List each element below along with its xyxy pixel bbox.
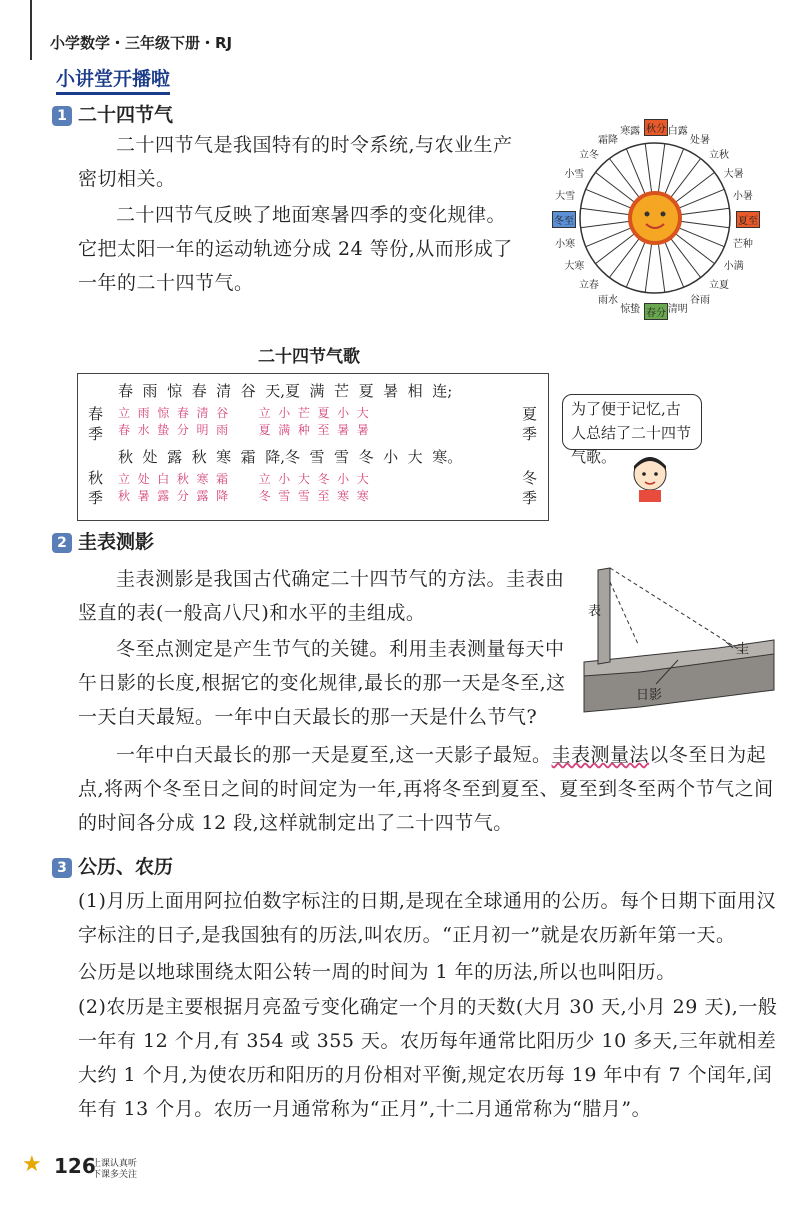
footer-star-icon: ★ xyxy=(22,1152,42,1177)
solar-term-label: 立冬 xyxy=(578,149,599,161)
solar-term-label: 霜降 xyxy=(598,135,618,147)
section-2-heading xyxy=(52,527,154,554)
label-gui: 圭 xyxy=(736,642,750,657)
guibiao-paragraph-3 xyxy=(78,738,778,840)
solar-terms-diagram xyxy=(540,110,780,330)
song-line-2-bottom-terms: 秋 暑 露 分 露 降 冬 雪 雪 至 寒 寒 xyxy=(118,489,369,503)
guibiao-paragraph-1: 圭表测影是我国古代确定二十四节气的方法。圭表由竖直的表(一般高八尺)和水平的圭组成。 xyxy=(78,568,565,624)
solar-term-label: 芒种 xyxy=(732,238,753,250)
solar-term-label: 小雪 xyxy=(564,169,585,180)
header-rule xyxy=(30,0,32,60)
calendar-paragraph-3: (2)农历是主要根据月亮盈亏变化确定一个月的天数(大月 30 天,小月 29 天),一般一年有 12 个月,有 354 或 355 天。农历每年通常比阳历少 10 多天,三年就相差大约 1 个月,为使农历和阳历的月份相对平衡,规定农历每 19 年中有 7 个闰年,闰年有 13 个月。农历一月通常称为“正月”,十二月通常称为“腊月”。 xyxy=(78,996,778,1120)
intro-paragraph-1: 二十四节气是我国特有的时令系统,与农业生产密切相关。 xyxy=(78,134,513,190)
solar-term-label: 春分 xyxy=(644,303,668,320)
calendar-paragraph-2: 公历是以地球围绕太阳公转一周的时间为 1 年的历法,所以也叫阳历。 xyxy=(78,961,676,983)
solar-term-label: 立夏 xyxy=(709,280,730,292)
header-title: 小学数学・三年级下册・RJ xyxy=(50,34,233,52)
solar-term-label: 处暑 xyxy=(690,135,710,147)
section-1-heading xyxy=(52,100,173,127)
section-1-number: 1 xyxy=(52,106,72,126)
footer-slogan-top: 上课认真听 xyxy=(92,1159,138,1169)
solar-term-label: 秋分 xyxy=(644,119,668,136)
section-2-title: 圭表测影 xyxy=(78,531,155,553)
solar-term-label: 小寒 xyxy=(555,238,576,250)
song-box xyxy=(77,373,549,521)
solar-term-label: 冬至 xyxy=(552,211,576,228)
solar-term-label: 大寒 xyxy=(564,261,585,272)
section-1-title: 二十四节气 xyxy=(78,104,174,126)
song-right-top-season: 夏季 xyxy=(522,405,538,443)
section-3-heading xyxy=(52,852,173,879)
label-biao: 表 xyxy=(588,604,602,619)
child-illustration xyxy=(625,452,675,502)
intro-paragraph-2: 二十四节气反映了地面寒暑四季的变化规律。它把太阳一年的运动轨迹分成 24 等份,从而形成了一年的二十四节气。 xyxy=(78,204,513,294)
section-3-number: 3 xyxy=(52,858,72,878)
guibiao-method-term: 圭表测量法 xyxy=(551,744,650,766)
calendar-paragraph-1: (1)月历上面用阿拉伯数字标注的日期,是现在全球通用的公历。每个日期下面用汉字标注的日子,是我国独有的历法,叫农历。“正月初一”就是农历新年第一天。 xyxy=(78,890,776,946)
song-line-1-bottom-terms: 春 水 蛰 分 明 雨 夏 满 种 至 暑 暑 xyxy=(118,423,369,437)
solar-term-label: 小暑 xyxy=(732,191,753,203)
solar-term-label: 大暑 xyxy=(723,169,744,180)
song-line-1-top-terms: 立 雨 惊 春 清 谷 立 小 芒 夏 小 大 xyxy=(118,406,369,420)
guibiao-paragraph-3-b: 以冬至日为起点,将两个冬至日之间的时间定为一年,再将冬至到夏至、夏至到冬至两个节气之间的时间各分成 12 段,这样就制定出了二十四节气。 xyxy=(78,744,774,834)
solar-term-label: 谷雨 xyxy=(690,294,710,306)
song-left-top-season: 春季 xyxy=(88,405,104,443)
guibiao-paragraph-2: 冬至点测定是产生节气的关键。利用圭表测量每天中午日影的长度,根据它的变化规律,最长的那一天是冬至,这一天白天最短。一年中白天最长的那一天是什么节气? xyxy=(78,638,566,728)
song-line-1: 春 雨 惊 春 清 谷 天,夏 满 芒 夏 暑 相 连; xyxy=(118,382,453,400)
solar-term-label: 寒露 xyxy=(620,126,641,138)
solar-term-label: 白露 xyxy=(667,126,688,138)
solar-term-label: 雨水 xyxy=(598,294,618,306)
song-right-bottom-season: 冬季 xyxy=(522,469,538,507)
speech-bubble: 为了便于记忆,古人总结了二十四节气歌。 xyxy=(562,394,702,450)
footer-slogan-bottom: 下课多关注 xyxy=(92,1170,138,1180)
guibiao-illustration xyxy=(578,562,778,722)
banner-title: 小讲堂开播啦 xyxy=(56,64,170,95)
solar-term-label: 立春 xyxy=(578,280,599,292)
solar-term-label: 夏至 xyxy=(736,211,760,228)
song-title: 二十四节气歌 xyxy=(258,347,360,367)
solar-term-label: 惊蛰 xyxy=(620,303,641,315)
solar-term-label: 小满 xyxy=(723,261,744,272)
guibiao-paragraph-3-a: 一年中白天最长的那一天是夏至,这一天影子最短。 xyxy=(116,744,552,766)
section-3-title: 公历、农历 xyxy=(78,856,174,878)
label-shadow: 日影 xyxy=(636,688,663,703)
solar-term-label: 立秋 xyxy=(709,149,730,161)
song-line-2: 秋 处 露 秋 寒 霜 降,冬 雪 雪 冬 小 大 寒。 xyxy=(118,448,463,466)
solar-term-label: 清明 xyxy=(667,303,688,315)
page-number: 126 xyxy=(54,1154,96,1178)
solar-term-label: 大雪 xyxy=(555,191,576,203)
section-2-number: 2 xyxy=(52,533,72,553)
song-left-bottom-season: 秋季 xyxy=(88,469,104,507)
song-line-2-top-terms: 立 处 白 秋 寒 霜 立 小 大 冬 小 大 xyxy=(118,472,369,486)
